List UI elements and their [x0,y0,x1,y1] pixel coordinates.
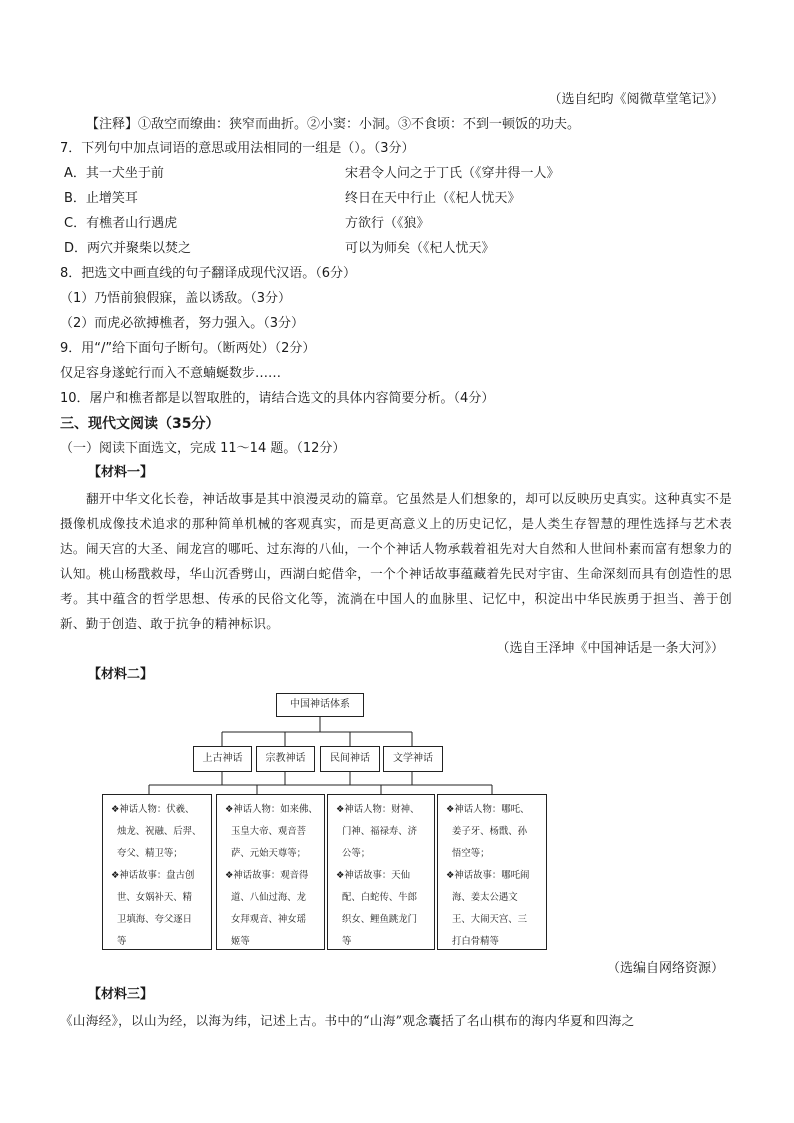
q7-option-d: D．两穴并聚柴以焚之 [64,241,192,256]
material-1-source: （选自王泽坤《中国神话是一条大河》） [496,641,724,656]
material-3-label: 【材料三】 [88,987,154,1002]
q7-option-a: A．其一犬坐于前 [64,166,164,181]
source-citation-top: （选自纪昀《阅微草堂笔记》） [548,92,724,107]
q7-option-a-compare: 宋君令人问之于丁氏（《穿井得一人》 [345,166,560,181]
q7-option-d-compare: 可以为师矣（《杞人忧天》 [345,241,495,256]
question-7-stem: 7．下列句中加点词语的意思或用法相同的一组是（）。（3分） [60,141,415,156]
q7-option-c-compare: 方欲行（《狼》 [345,216,430,231]
q7-option-c: C．有樵者山行遇虎 [64,216,178,231]
material-1-label: 【材料一】 [88,465,154,480]
q8-item-1: （1）乃悟前狼假寐，盖以诱敌。（3分） [60,291,292,306]
diagram-root-node: 中国神话体系 [276,693,364,717]
question-10-stem: 10．屠户和樵者都是以智取胜的，请结合选文的具体内容简要分析。（4分） [60,391,495,406]
detail-box-folk: ❖神话人物：财神、 门神、福禄寿、济 公等； ❖神话故事：天仙 配、白蛇传、牛郎 织女、鲤鱼跳龙门 等 [327,794,435,950]
material-3-text: 《山海经》，以山为经，以海为纬，记述上古。书中的“山海”观念囊括了名山棋布的海内华夏和四海之 [60,1013,635,1028]
q7-option-b: B．止增笑耳 [64,191,138,206]
detail-box-religious: ❖神话人物：如来佛、 玉皇大帝、观音菩 萨、元始天尊等； ❖神话故事：观音得 道、八仙过海、龙 女拜观音、神女瑶 姬等 [216,794,325,950]
annotation-note: 【注释】①敌空而缭曲：狭窄而曲折。②小窦：小洞。③不食顷：不到一顿饭的功夫。 [86,117,581,132]
material-1-paragraph: 翻开中华文化长卷，神话故事是其中浪漫灵动的篇章。它虽然是人们想象的，却可以反映历史真实。这种真实不是摄像机成像技术追求的那种简单机械的客观真实，而是更高意义上的历史记忆，是人类生存智慧的理性选择与艺术表达。闹天宫的大圣、闹龙宫的哪吒、过东海的八仙，一个个神话人物承载着祖先对大自然和人世间朴素而富有想象力的认知。桃山杨戬救母，华山沉香劈山，西湖白蛇借伞，一个个神话故事蕴藏着先民对宇宙、生命深刻而具有创造性的思考。其中蕴含的哲学思想、传承的民俗文化等，流淌在中国人的血脉里、记忆中，积淀出中华民族勇于担当、善于创新、勤于创造、敢于抗争的精神标识。 [60,491,732,631]
category-node-religious: 宗教神话 [256,746,315,772]
q9-sentence: 仅足容身遂蛇行而入不意蝻蜒数步…… [60,366,282,381]
question-8-stem: 8．把选文中画直线的句子翻译成现代汉语。（6分） [60,266,357,281]
category-node-literary: 文学神话 [383,746,443,772]
material-2-label: 【材料二】 [88,667,154,682]
material-2-source: （选编自网络资源） [606,961,724,976]
detail-box-ancient: ❖神话人物：伏羲、 烛龙、祝融、后羿、 夸父、精卫等； ❖神话故事：盘古创 世、女娲补天、精 卫填海、夸父逐日 等 [102,794,212,950]
q8-item-2: （2）而虎必欲搏樵者，努力强入。（3分） [60,316,305,331]
category-node-ancient: 上古神话 [193,746,252,772]
detail-box-literary: ❖神话人物：哪吒、 姜子牙、杨戬、孙 悟空等； ❖神话故事：哪吒闹 海、姜太公遇文 王、大闹天宫、三 打白骨精等 [437,794,547,950]
section-3-subheading: （一）阅读下面选文，完成 11～14 题。（12分） [60,441,346,456]
category-node-folk: 民间神话 [320,746,380,772]
question-9-stem: 9．用“/”给下面句子断句。（断两处）（2分） [60,341,316,356]
q7-option-b-compare: 终日在天中行止（《杞人忧天》 [345,191,521,206]
section-3-heading: 三、现代文阅读（35分） [60,416,220,432]
